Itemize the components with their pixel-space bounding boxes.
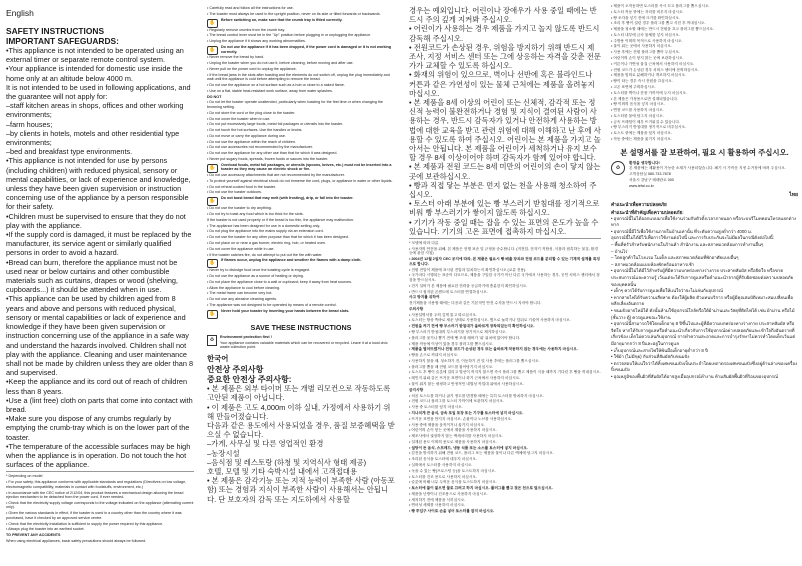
footnote: • Check that the electricity supply voltage corresponds to the voltage indicated on the appliance (alternating current only). [6,500,194,510]
korean-line: • 본 제품은 감각기능 또는 지적 능력이 부족한 사람 (아동포함) 또는 경험과 지식이 부족한 사람이 사용해서는 안됩니다. 단 보호자의 감독 또는 지도하에서 사용할 [207,476,395,504]
small-line: • 사용자의 안전을 위해, 본 제품은 현행 표준 및 규정을 준수합니다. (저전압, 전자기 적합성, 식품과 접촉하는 물질, 환경 등에 관한 지침) [409,246,598,256]
instruction-line: • Do not place on or near a gas burner, electric ring, hob, or heated oven. [207,240,327,245]
thai-line: • เก็บอุปกรณ์และสายไฟให้พ้นมือเด็กอายุต่ำกว่า 8 ปี [611,347,708,353]
footnote: • Given the various standards in effect, if the toaster is used in a country other than the country where it was purchased, have it checked by an approved service centre. [6,511,182,520]
warning-row [207,309,395,319]
small-line: • 전원을 켜기 전에 빵 부스러기 받침대가 올바르게 장착되었는지 확인하십시오. [409,324,535,329]
footnote: • In accordance with the CEC notice of 2/12/04, this product features a mechanical design allowing the bread ejection mechanism to be detached from the power cord, if ever needed. [6,490,184,500]
safety-title: SAFETY INSTRUCTIONS [6,26,105,36]
footnote: When using electrical appliances, basic safety precautions should always be followed. [6,538,147,543]
instruction-line: • Do not use the appliance as a source of heating or drying. [207,274,304,279]
thai-line: • อุปกรณ์นี้สามารถใช้โดยเด็กอายุ 8 ปีขึ้นไปและผู้ที่มีความบกพร่องทางร่างกาย ประสาทสัมผัส หรือจิตใจ หากได้รับการดูแลหรือคำแนะนำเกี่ยวกับการใช้อุปกรณ์อย่างปลอดภัยและเข้าใจถึงอันตรายที่เกี่ยวข้อง เด็กไม่ควรเล่นกับอุปกรณ์ การทำความสะอาดและการบำรุงรักษาไม่ควรทำโดยเด็กเว้นแต่มีอายุมากกว่า 8 ปีและอยู่ในการดูแล [611,321,796,346]
environment-text: 본 제품에는 재활용이 가능한 소재가 사용되었습니다. 폐기 시 가까운 지정 수거장에 버려 주십시오. [629,166,786,171]
paragraph: It is not intended to be used in following applications, and the guarantee will not apply for: [6,82,191,102]
paragraph: •This appliance is not intended for use by persons (including children) with reduced physical, sensory or mental capabilities, or lack of experience and knowledge, unless they have been given supervision or instruction concerning use of the appliance by a person responsible for their safety. [6,156,191,212]
small-line: • 빵 부스러기 받침대를 정기적으로 비우십시오. [611,125,687,130]
section-heading: DO NOT [207,94,222,99]
small-line: • 고온 표면에 주의하십시오. [611,84,656,89]
environment-title: 환경을 생각합니다! [629,160,660,165]
small-line: • 설탕이 든 음식, 스프레드, 냉동 식품 또는 소스를 토스터에 넣지 마십시오. [409,445,528,450]
small-line: • 빵을 손으로 꺼내지 마십시오. [409,353,459,358]
korean-line: • 본 제품은 외부 타이머 또는 개별 리모컨으로 작동하도록 고안된 제품이 아닙니다. [207,384,391,403]
instruction-line: • Do not use accessories not recommended by the manufacturer. [207,145,314,150]
recycle-bin-icon: ♻ [207,335,217,346]
divider [6,471,194,472]
column-instructions [203,0,399,566]
hand-warning-icon: ✋ [207,19,218,28]
hand-warning-icon: ✋ [207,197,218,206]
small-line: • 토스터를 벽이나 찬장 가까이에 두지 마십시오. [611,90,688,95]
environment-note [207,335,395,351]
small-line: • 반드시 접지된 콘센트에 토스터를 연결하십시오. [409,289,488,294]
service-line: www.tefal.co.kr [629,183,654,188]
instruction-line: • The metal frame can become very hot. [207,291,273,296]
instruction-line: • Do not move or carry the appliance during use. [207,133,286,138]
small-line: • 토스터를 건조 용도로 사용하지 마십시오. [409,474,477,479]
instruction-line: Do not use the appliance if it has been dropped, if the power cord is damaged or it is not working correctly. [221,44,392,54]
small-line: • 본 제품은 가정용으로만 설계되었습니다. [611,96,678,101]
small-line: • 제품을 떨어뜨렸거나 전원 코드가 손상된 경우 또는 올바르게 작동하지 않는 경우에는 사용하지 마십시오. [409,347,578,352]
small-line: • 토스트 중에는 제품을 덮지 마십시오. [611,131,672,136]
instruction-line: • The bread control lever must be in the "Up" position before plugging in or unplugging the appliance. [207,33,372,38]
small-line: • 제품이 오작동하면 토스터를 즉시 끄고 플러그를 뽑으십시오. [611,4,710,8]
small-line: • 커튼이나 가연성 물질 근처에서 사용하지 마십시오. [611,61,695,66]
korean-line: 경우는 예외입니다. 어린이나 장애우가 사용 중일 때에는 반드시 주의 깊게 지켜봐 주십시오. [409,6,597,25]
small-line: • 설계된 용도 이외의 용도로 제품을 사용하지 마십시오. [409,439,497,444]
korean-continued [611,4,798,142]
small-line: • 전원 전압이 제품에 표시된 전압과 일치하는지 확인하십시오 (교류 전용). [409,267,527,272]
environment-text: Your appliance contains valuable materials which can be recovered or recycled. Leave it at a local civic waste collection point. [220,340,388,350]
small-line: • 국가마다 시행되는 표준이 다르므로, 제품을 구입한 국가가 아닌 다른 국가에서 사용하는 경우, 공인 서비스 센터에서 점검을 받으십시오. [409,273,600,282]
korean-line: • 화재의 위험이 있으므로, 벽이나 선반에 혹은 블라인드나 커튼과 같은 가연성이 있는 물체 근처에는 제품을 올려놓지 마십시오. [409,70,595,98]
small-line: • 사용 중 토스터를 덮지 마십시오. [409,405,463,410]
warning-row [207,196,395,206]
instruction-line: • Do not plug the appliance into the mains supply via an extension cord. [207,229,324,234]
instruction-line: • Do not use the appliance on a hot surface such as a hob or close to a naked flame. [207,83,345,87]
thai-line: • อุปกรณ์นี้ไม่ได้ออกแบบมาเพื่อใช้งานร่วมกับตัวตั้งเวลาภายนอก หรือระบบรีโมทคอนโทรลแยกต่างหาก [611,215,797,228]
korean-line: –가게, 사무실 및 다른 영업적인 환경 [207,439,324,449]
korean-small-print [409,241,601,514]
korean-line: • 이 제품은 고도 4,000m 이하 실내, 가정에서 사용하기 위해 만들어졌습니다. [207,402,391,421]
service-line: 고객상담실 080-733-7878 [629,172,671,177]
paragraph: •Use a (lint free) cloth on parts that come into contact with bread. [6,395,193,414]
thai-line: • อุปกรณ์นี้มีไว้เพื่อใช้งานภายในบ้านเท่านั้น ที่ระดับความสูงต่ำกว่า 4000 ม. [611,228,753,234]
instruction-line: • Unplug the toaster when you do not use it, before cleaning, before moving and after use. [207,61,354,66]
korean-title: 안전상 주의사항 [207,365,264,375]
instruction-line: • Do not use the appliance within the reach of children. [207,139,297,144]
korean-line: 호텔, 모텔 및 기타 숙박시설 내에서 고객접대용 [207,466,358,476]
warning-row [207,258,395,268]
korean-environment-note [611,161,798,190]
small-line: • 사용하지 않을 때, 청소하기 전, 이동하기 전 및 사용 후에는 플러그를 뽑으십시오. [409,358,540,363]
small-line: • 제품을 임의로 분해하거나 개조하지 마십시오. [611,73,687,78]
instruction-line: • To protect yourself against electrical shock do not immerse the cord, plugs, or appliance in water or other liquids. [207,178,393,183]
small-line: • 사용설명서를 주의 깊게 읽고 따르십시오. [409,312,477,317]
footnote: • Check that the electricity installation is sufficient to supply the power required by this appliance. [6,521,164,526]
footnote: * Depending on model [6,474,43,479]
column-english [0,0,200,566]
instruction-line: • Regularly remove crumbs from the crumb tray. [207,27,286,32]
instruction-line: • Do not cover the appliance while in use. [207,246,275,251]
instruction-line: • Unplug the appliance if it shows any working abnormalities. [207,39,306,44]
column-thai [607,0,802,566]
thai-line: • อุณหภูมิของพื้นผิวที่สัมผัสได้อาจสูงเมื่ออุปกรณ์ทำงาน ห้ามสัมผัสพื้นผิวที่ร้อนของอุปกรณ์ [611,373,779,379]
small-line: • 금속 프레임이 매우 뜨거워질 수 있습니다. [611,119,681,124]
instruction-line: • Do not use the toaster to dry anything. [207,206,272,211]
thai-line: • หากสายไฟได้รับความเสียหาย ต้องให้ผู้ผลิต ตัวแทนบริการ หรือผู้มีคุณสมบัติเหมาะสมเปลี่ยนเพื่อหลีกเลี่ยงอันตราย [611,294,793,307]
thai-line: • ขนมปังอาจไหม้ได้ ดังนั้นห้ามใช้อุปกรณ์ใกล้หรือใต้ผ้าม่านและวัสดุที่ติดไฟได้ เช่น ผ้าม่าน หรือไม้ (ชั้นวาง ตู้) ควรดูแลขณะใช้งาน [611,307,795,320]
thai-line: อุปกรณ์นี้ไม่ได้มีไว้เพื่อการใช้งานต่อไปนี้ และการรับประกันจะไม่มีผลในกรณีดังต่อไปนี้: [611,235,774,241]
small-line: • 토스터는 항상 똑바로 세운 상태로 사용하십시오. 옆으로 눕히거나 앞뒤로 기울여 사용하지 마십시오. [409,318,571,323]
instruction-line: • Do not use accessory attachments that are not recommended by the manufacturer. [207,173,345,178]
instruction-line: Do not toast bread that may melt (with frosting), drip, or fall into the toaster. [221,196,354,201]
small-line: • 전기 설비가 본 제품에 필요한 전력을 공급하기에 충분한지 확인하십시오. [409,283,528,288]
small-line: • 뜨거운 표면을 만지지 마십시오. 손잡이나 노브를 사용하십시오. [409,416,513,421]
instruction-line: • Do not touch the hot surfaces. Use the handles or knobs. [207,128,303,133]
small-line: • 2004년 12월 2일자 CEC 공지에 따라, 본 제품은 필요시 빵 배출 장치와 전원 코드를 분리할 수 있는 기계적 설계를 특징으로 합니다. [409,257,600,266]
instruction-line: • The appliance has been designed for use in a domestic setting only. [207,223,321,228]
small-line: • 실외에서 토스터를 사용하지 마십시오. [409,462,473,467]
english-paragraphs [6,46,194,469]
small-line: • 플러그를 뽑을 때 전원 코드를 잡아당기지 마십시오. [409,364,494,369]
small-heading: 주의사항 [409,306,424,311]
korean-line: • 토스터 아래 부분에 있는 빵 부스러기 받침대를 정기적으로 비워 빵 부스러기가 쌓이지 않도록 하십시오. [409,199,600,218]
korean-line: 다음과 같은 용도에서 사용되었을 경우, 품질 보증혜택을 받으실 수 없습니다. [207,420,395,440]
paragraph: –bed and breakfast type environments. [6,147,133,157]
small-line: • 레인지 위와 같은 뜨거운 표면이나 화기 근처에서 사용하지 마십시오. [409,376,521,381]
safeguards-title: IMPORTANT SAFEGUARDS: [6,36,119,46]
small-line: • 제품 작동에 이상이 있을 경우 플러그를 뽑으십시오. [409,341,494,346]
instruction-line: • Do not use any abrasive cleaning agents. [207,297,277,302]
instruction-line: • Never put sugary foods, spreads, frozen foods or sauces into the toaster. [207,156,329,161]
footnote: • For your safety, this appliance conforms with applicable standards and regulations (Directives on low voltage, electromagnetic compatibility, materials in contact with foodstuffs, environment, etc.) [6,480,187,489]
paragraph: •Your appliance is intended for domestic use inside the home only at an altitude below 4000 m. [6,64,183,83]
instruction-line: If flames occur, unplug the appliance and smother the flames with a damp cloth. [221,258,362,263]
small-line: • 작동 중에는 제품을 옮기지 마십시오. [611,136,672,141]
korean-label: 한국어 [207,353,229,363]
small-line: • 제품을 난방이나 건조용으로 사용하지 마십시오. [409,491,488,496]
instruction-line: • Do not cover the toaster when in use. [207,116,271,121]
small-line: • 슬롯에 비해 너무 두꺼운 음식을 토스트하지 마십시오. [409,480,497,485]
korean-line: • 빵과 직접 닿는 부분은 먼지 없는 천을 사용해 청소하여 주십시오. [409,180,597,200]
instruction-line: • Use on a flat, stable heat-resistant work surface, away from water splashes. [207,88,333,93]
thai-line: – โดยลูกค้าในโรงแรม โมเต็ล และสภาพแวดล้อมที่พักอาศัยแบบอื่นๆ [611,255,739,261]
small-line: • 어린이의 손이 닿지 않는 곳에 보관하십시오. [611,56,684,61]
footnote: • Always plug the toaster into an earthed socket. [6,527,85,532]
small-line: • 제품을 청소할 때에는 반드시 전원을 끄고 플러그를 뽑으십시오. [611,27,715,32]
paragraph: •This appliance can be used by children aged from 8 years and above and persons with reduced physical, sensory or mental capabilities or lack of experience and knowledge if they have been given supervision or instruction concerning use of the appliance in a safe way and understand the hazards involved. Children shall not play with the appliance. Cleaning and user maintenance shall not be made by children unless they are older than 8 and supervised. [6,294,193,378]
small-line: 전기제품을 사용할 때에는 다음과 같은 기본적인 안전 수칙을 반드시 지켜야 합니다. [409,301,542,306]
service-line: 서울시 강남구 테헤란로 000 [629,177,674,182]
english-footer [6,474,194,543]
small-line: • 토스터를 물에 담그지 마십시오. [611,113,664,118]
korean-line: • 기기가 작동 중일 때는 잡을 수 있는 표면의 온도가 높을 수 있습니다. 기기의 고온 표면에 접촉하지 마십시오. [409,217,599,236]
paragraph: •Keep the appliance and its cord out of reach of children less than 8 years. [6,377,188,396]
small-line: • 토스터 내부에 금속 물체를 넣지 마십시오. [611,32,681,37]
paragraph: •If the supply cord is damaged, it must be replaced by the manufacturer, its service agent or similarly qualified persons in order to avoid a hazard. [6,230,192,258]
instruction-line: • Do not use the appliance for any other use than that for which it was designed. [207,151,338,156]
small-line: • 처음 토스트를 하거나 굽기 정도를 변경할 때에는 특히 토스터를 방치하지 마십시오. [409,393,544,398]
thai-line: – สภาพแวดล้อมแบบห้องพักพร้อมอาหารเช้า [611,261,695,267]
thai-line: – พื้นที่ครัวสำหรับพนักงานในร้านค้า สำนักงาน และสภาพแวดล้อมการทำงานอื่นๆ [611,242,764,248]
small-line: • 빵 조각을 넣기 전에 크기를 확인하십시오. [611,15,681,20]
environment-title: Environment protection first ! [220,334,272,339]
korean-line: • 어린이가 사용하는 경우 제품을 가지고 놀지 않도록 반드시 감독해 주십시오. [409,24,600,43]
korean-line: • 전원코드가 손상된 경우, 위험을 방지하기 위해 반드시 제조사, 지정 서비스 센터 또는 그에 상응하는 자격을 갖춘 전문가가 교체할 수 있도록 하십시오. [409,42,601,71]
instruction-line: • Do not put excessively large foods, metal foil packages or utensils into the toaster. [207,122,344,127]
paragraph: –by clients in hotels, motels and other residential type environments; [6,128,180,148]
small-line: • 빵 투입구 사이로 손을 넣어 토스터를 잡지 마십시오. [409,509,495,514]
paragraph: •Children must be supervised to ensure that they do not play with the appliance. [6,211,186,230]
small-heading: 금지사항 [409,387,424,392]
small-line: • 연장 코드를 사용하지 마십시오. [611,108,664,113]
instruction-line: • Carefully read and follow all the instructions for use. [207,6,294,10]
thai-line: – บ้านไร่ [611,248,628,254]
paragraph: •This appliance is not intended to be operated using an external timer or separate remote control system. [6,46,184,65]
thai-line: • อุปกรณ์นี้ไม่ได้มีไว้สำหรับผู้ที่มีความบกพร่องทางร่างกาย ประสาทสัมผัส หรือจิตใจ หรือขาดประสบการณ์และความรู้ เว้นแต่จะได้รับการดูแลหรือคำแนะนำจากผู้ที่รับผิดชอบต่อความปลอดภัยของบุคคลนั้น [611,268,794,287]
instruction-line: • Do not use the toaster for any other purpose than that for which it has been designed. [207,235,349,240]
thai-title: คำแนะนำเพื่อความปลอดภัย [611,202,667,208]
small-line: • 제조사에서 권장하지 않는 액세서리를 사용하지 마십시오. [409,434,503,439]
korean-save-heading: 본 설명서를 잘 보관하여, 필요 시 활용하여 주십시오. [620,147,789,157]
recycle-icon: ♻ [611,161,625,175]
small-line: • 물이 튀지 않는 평평하고 안정적인 내열성 작업대 위에서 사용하십시오. [409,382,524,387]
small-line: • 전원 코드나 플러그를 토스터 가까이에 보관하지 마십시오. [409,399,504,404]
paragraph: •Bread can burn, therefore the appliance must not be used near or below curtains and other combustible materials such as curtains, drapes or wood (shelving, cupboards...) it should be attended when in use. [6,257,178,295]
footnote-heading: TO PREVENT ANY ACCIDENTS [6,533,61,538]
small-line: • 사용 중에 제품을 움직이거나 옮기지 마십시오. [409,422,486,427]
thai-label: ไทย [789,192,798,199]
small-line: • 지나치게 큰 음식, 금속 포일 포장 또는 기구를 토스터에 넣지 마십시오. [409,410,524,415]
small-line: * 모델에 따라 다름 [409,241,439,246]
small-line: • 플러그를 꽂거나 뽑기 전에 빵 조절 레버가 '위' 위치에 있어야 합니다. [409,335,521,340]
instruction-line: • If the toaster catches fire, do not attempt to put out the fire with water. [207,252,323,257]
instruction-line: • The toaster must always be used in the upright position, never on its side or tilted forwards or backwards. [207,11,381,16]
small-line: • 빵 이외의 음식을 넣지 마십시오. [611,102,665,107]
save-instructions-heading: SAVE THESE INSTRUCTIONS [250,322,352,332]
thai-subtitle: คำแนะนำที่สำคัญเพื่อความปลอดภัย: [611,210,684,216]
instruction-line: • Do not let the toaster operate unattended, particularly when toasting for the first time or when changing the browning setting. [207,100,383,109]
thai-lines [611,216,798,381]
instruction-line: • The appliance was not designed to be operated by means of a remote control. [207,302,337,307]
thai-line: • ใช้ผ้า (ไม่มีขุย) กับส่วนที่สัมผัสกับขนมปัง [611,354,690,360]
small-heading: 사고 방지를 위하여 [409,295,440,300]
hand-warning-icon: ✋ [207,259,218,268]
instruction-line: • Do not store the cord or the plug close to the toaster. [207,110,296,115]
column-korean [405,0,605,566]
korean-line: –농장시설 [207,448,240,458]
paragraph: –farm houses; [6,119,53,129]
instruction-line: Never hold your toaster by inserting your hands between the bread slots. [221,308,350,313]
instruction-line: • Never remove the bread by hand. [207,55,265,60]
instruction-list [207,6,395,319]
small-line: • 토스터 작동 중에는 자리를 비우지 마십시오. [611,9,684,14]
instruction-line: If the toaster is not used properly or if the bread is too thin, the appliance may malfunction. [207,217,355,222]
small-line: • 주방용 이외의 목적으로 사용하지 마십시오. [611,38,683,43]
instruction-line: Overload foods, metal foil packages, or utensils (spoons, knives, etc.) must not be inserted into a toaster as they may cause an electric shock or fire. [221,162,392,172]
divider [409,238,601,239]
hand-warning-icon: ✋ [207,46,218,55]
warning-row [207,18,395,28]
small-line: • 녹을 수 있는 빵(프로스팅 등)을 토스트하지 마십시오. [409,468,496,473]
small-line: • 조리 후 빵이 걸린 경우 플러그를 뽑고 식힌 후 꺼내십시오. [611,21,706,26]
paragraph: –staff kitchen areas in shops, offices and other working environments; [6,101,184,120]
small-line: • 토스터에 불이 붙으면 물로 끄려고 하지 마십시오. 플러그를 뽑고 젖은 천으로 덮으십시오. [409,486,553,491]
korean-paragraphs [409,6,601,236]
korean-line: –음식점 및 레스토랑 (하청 및 지역식사 형태 제공) [207,457,367,467]
thai-line: • ตรวจสอบให้แน่ใจว่าได้ทิ้งเศษขนมปังเป็นประจำโดยเทถาดรองเศษขนมปังซึ่งอยู่ด้านล่างของเครื่องปิ้งขนมปัง [611,360,798,373]
small-line: • 전원 코드가 손상된 경우 서비스 센터에 문의하십시오. [611,67,699,72]
instruction-line: • If the bread jams in the slots after toasting and the elements do not switch off, unplug the plug immediately and wait until the appliance is cold before attempting to remove the bread. [207,72,390,82]
instruction-line: • Do not try to toast any food which is too thick for the slots. [207,212,304,217]
thai-line: • เด็กๆ ควรได้รับการดูแลเพื่อให้แน่ใจว่าจะไม่เล่นกับอุปกรณ์ [611,288,723,294]
korean-subtitle: 중요한 안전상 주의사항: [207,374,292,384]
korean-lines [207,384,395,504]
instruction-line: • Allow the appliance to cool before cleaning. [207,285,281,290]
warning-row [207,45,395,55]
small-line: • 조리된 음식을 토스터에 데우지 마십시오. [409,457,477,462]
hand-warning-icon: ✋ [207,310,218,319]
instruction-line: • Never try to dislodge food once the toasting cycle is engaged. [207,268,310,273]
language-label: English [6,8,34,18]
korean-line: • 본 제품을 8세 이상의 어린이 또는 신체적, 감각적 또는 정신적 능력이 불완전하거나 경험 및 지식이 결여된 사람이 사용하는 경우, 반드시 감독자가 있거나 안전하게 사용하는 방법에 대한 교육을 받고 관련 위험에 대해 이해하고 난 후에 사용할 수 있도록 하여 주십시오. 어린이는 본 제품을 가지고 놀아서는 안됩니다. 본 제품을 어린이가 세척하거나 유지 보수할 경우 8세 이상이어야 하며 감독자가 함께 있어야 합니다. [409,98,601,163]
small-line: • 어린이의 손이 닿는 곳에서 제품을 사용하지 마십시오. [409,428,497,433]
small-line: • 사용 후에는 전원 플러그를 뽑아 두십시오. [611,50,681,55]
hand-warning-icon: ✋ [207,164,218,173]
paragraph: •The temperature of the accessible surfaces may be high when the appliance is in operation. Do not touch the hot surfaces of the appliance. [6,441,191,470]
instruction-line: • Do not place the appliance close to a wall or cupboard; keep it away from heat sources. [207,279,352,284]
small-line: • 감전을 방지하기 위해 전원 코드, 플러그 또는 제품을 물이나 다른 액체에 담그지 마십시오. [409,451,554,456]
instruction-line: • Do not use the toaster outdoors. [207,190,262,195]
small-line: • 빵 부스러기 받침대의 부스러기를 정기적으로 제거하십시오. [409,330,507,335]
instruction-line: • Do not reheat cooked food in the toaster. [207,184,276,189]
instruction-line: • Never pull on the power cord to unplug the appliance. [207,66,297,71]
paragraph: •Make sure you dispose of any crumbs regularly by emptying the crumb-tray which is on the lower part of the toaster. [6,414,190,442]
korean-line: • 본 제품과 전원 코드는 8세 미만의 어린이의 손이 닿지 않는 곳에 보관하십시오. [409,162,601,181]
small-line: • 물이 튀는 곳에서 사용하지 마십시오. [611,44,672,49]
instruction-line: Before switching on, make sure that the crumb tray is fitted correctly. [221,17,343,22]
small-line: • 연마성 세제를 사용하지 마십시오. [409,503,466,508]
warning-row [207,163,395,173]
small-line: • 세척하기 전에 제품을 식히십시오. [409,497,466,502]
small-line: • 빵이 타는 경우 즉시 전원을 끄십시오. [611,79,673,84]
small-line: • 토스트 후 빵이 슬롯에 걸리고 열선이 꺼지지 않으면 즉시 플러그를 뽑고 제품이 식을 때까지 기다린 후 빵을 꺼내십시오. [409,370,601,375]
